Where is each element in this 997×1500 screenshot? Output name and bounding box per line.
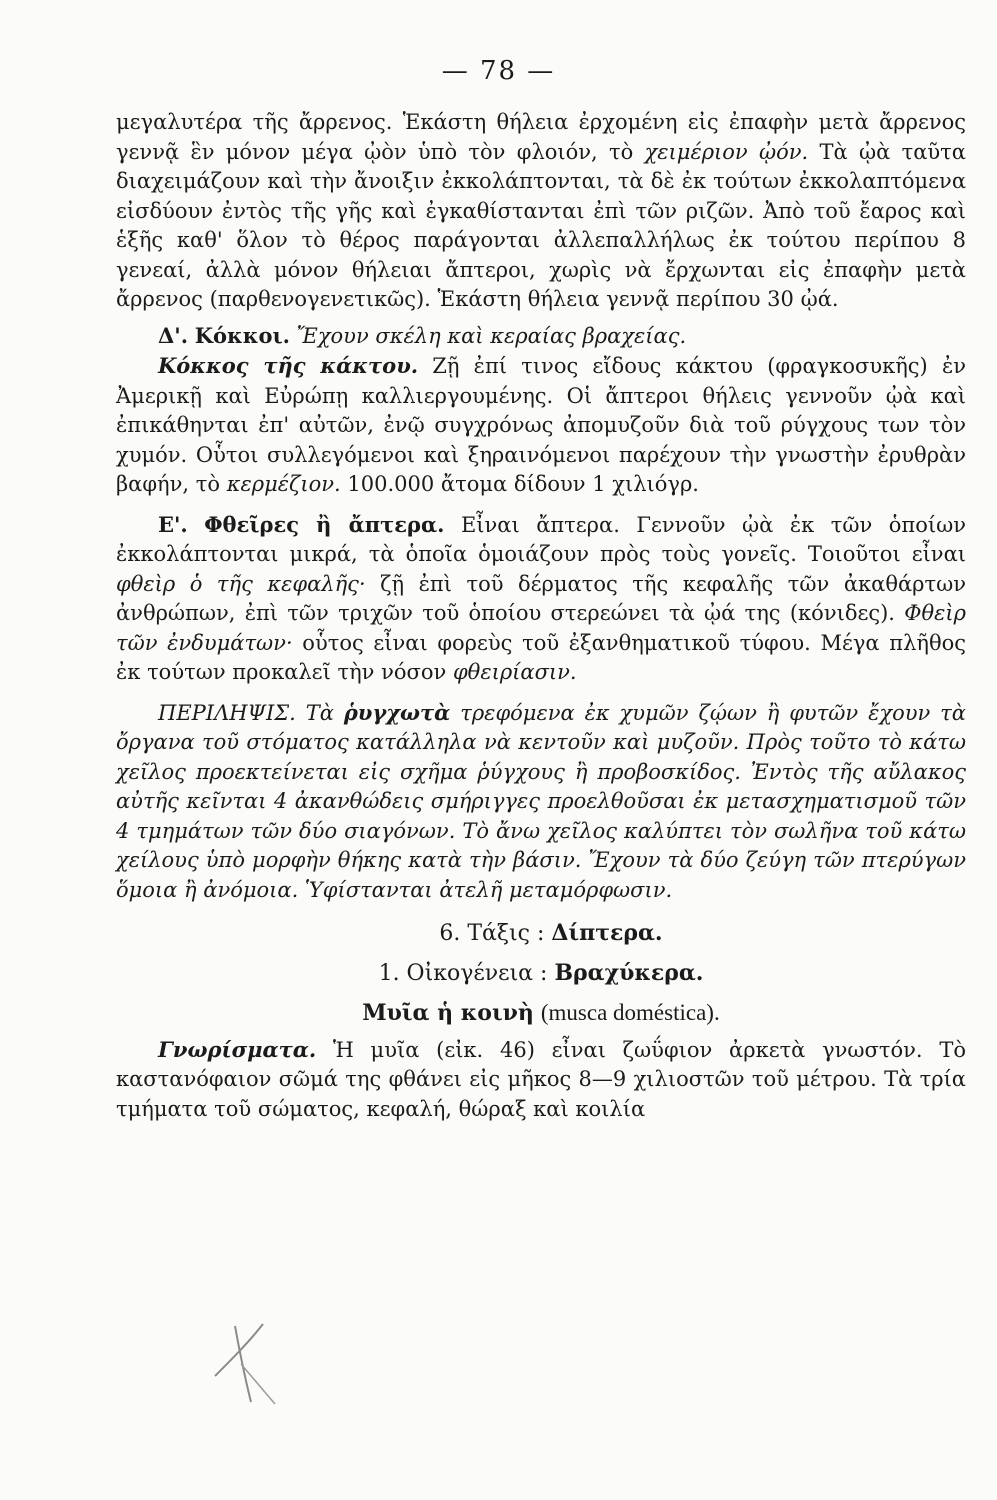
section-e-number: Ε'.	[158, 511, 188, 537]
section-d-number: Δ'.	[158, 322, 189, 348]
species-heading	[116, 998, 966, 1029]
order-heading	[116, 919, 966, 949]
cochineal-term: κερμέζιον.	[226, 472, 341, 496]
cochineal-name: Κόκκος τῆς κάκτου.	[158, 353, 419, 378]
section-d-text: Ἔχουν σκέλη καὶ κεραίας βραχείας.	[296, 323, 687, 348]
family-name: Βραχύκερα.	[554, 959, 704, 986]
species-latin: (musca doméstica).	[540, 1000, 720, 1025]
summary-text-2: τρεφόμενα ἐκ χυμῶν ζῴων ἢ φυτῶν ἔχουν τὰ ὄργανα τοῦ στόματος κατάλληλα νὰ κεντοῦν καὶ μυζοῦν. Πρὸς τοῦτο τὸ κάτω χεῖλος προεκτείνεται εἰς σχῆμα ῥύγχους ἢ προβοσκίδος. Ἐντὸς τῆς αὔλακος αὐτῆς κεῖνται 4 ἀκανθώδεις σμήριγγες προελθοῦσαι ἐκ μετασχηματισμοῦ τῶν 4 τμημάτων τῶν δύο σιαγόνων. Τὸ ἄνω χεῖλος καλύπτει τὸν σωλῆνα τοῦ κάτω χείλους ὑπὸ μορφὴν θήκης κατὰ τὴν βάσιν. Ἔχουν τὰ δύο ζεύγη τῶν πτερύγων ὅμοια ἢ ἀνόμοια. Ὑφίστανται ἀτελῆ μεταμόρφωσιν.	[116, 700, 966, 902]
order-prefix: 6. Τάξις :	[439, 921, 545, 946]
section-e-term-2: Φθεὶρ τῶν ἐνδυμάτων·	[116, 601, 966, 655]
intro-rest: Τὰ ᾠὰ ταῦτα διαχειμάζουν καὶ τὴν ἄνοιξιν ἐκκολάπτονται, τὰ δὲ ἐκ τούτων ἐκκολαπτόμενα εἰσδύουν ἐντὸς τῆς γῆς καὶ ἐγκαθίστανται ἐπὶ τῶν ριζῶν. Ἀπὸ τοῦ ἔαρος καὶ ἑξῆς καθ' ὅλον τὸ θέρος παράγονται ἀλλεπαλλήλως ἐκ τούτου περίπου 8 γενεαί, ἀλλὰ μόνον θήλειαι ἄπτεροι, χωρὶς νὰ ἔρχωνται εἰς ἐπαφὴν μετὰ ἄρρενος (παρθενογενετικῶς). Ἑκάστη θήλεια γεννᾷ περίπου 30 ᾠά.	[116, 139, 966, 311]
cochineal-text: Ζῇ ἐπί τινος εἴδους κάκτου (φραγκοσυκῆς) ἐν Ἀμερικῇ καὶ Εὐρώπῃ καλλιεργουμένης. Οἱ ἄπτεροι θήλεις γεννοῦν ᾠὰ καὶ ἐπικάθηνται ἐπ' αὐτῶν, ἐνῷ συγχρόνως ἀπομυζοῦν διὰ τοῦ ρύγχους των τὸν χυμόν. Οὗτοι συλλεγόμενοι καὶ ξηραινόμενοι παρέχουν τὴν γνωστὴν ἐρυθρὰν βαφήν, τὸ	[116, 354, 966, 496]
intro-text: μεγαλυτέρα τῆς ἄρρενος. Ἑκάστη θήλεια ἐρχομένη εἰς ἐπαφὴν μετὰ ἄρρενος γεννᾷ ἓν μόνον μέγα ᾠὸν ὑπὸ τὸν φλοιόν, τὸ	[116, 110, 966, 164]
family-prefix: 1. Οἰκογένεια :	[378, 960, 548, 986]
section-e-term-3: φθειρίασιν.	[452, 660, 577, 684]
summary-paragraph	[116, 698, 966, 906]
family-heading	[116, 959, 966, 989]
summary-text-1: Τὰ	[305, 700, 334, 725]
section-e-text-3: οὗτος εἶναι φορεὺς τοῦ ἐξανθηματικοῦ τύφου. Μέγα πλῆθος ἐκ τούτων προκαλεῖ τὴν νόσον	[116, 630, 967, 684]
summary-key-term: ῥυγχωτὰ	[343, 699, 451, 725]
intro-term: χειμέριον ᾠόν.	[644, 139, 809, 164]
section-e-term-1: φθεὶρ ὁ τῆς κεφαλῆς·	[116, 571, 366, 596]
page-body	[116, 108, 966, 1124]
section-e-text-2: ζῇ ἐπὶ τοῦ δέρματος τῆς κεφαλῆς τῶν ἀκαθάρτων ἀνθρώπων, ἐπὶ τῶν τριχῶν τοῦ ὁποίου στερεώνει τὰ ᾠά της (κόνιδες).	[116, 571, 966, 625]
features-text: Ἡ μυῖα (εἰκ. 46) εἶναι ζωΰφιον ἀρκετὰ γνωστόν. Τὸ καστανόφαιον σῶμά της φθάνει εἰς μῆκος 8—9 χιλιοστῶν τοῦ μέτρου. Τὰ τρία τμήματα τοῦ σώματος, κεφαλή, θώραξ καὶ κοιλία	[116, 1037, 966, 1121]
summary-label: ΠΕΡΙΛΗΨΙΣ.	[158, 700, 296, 725]
pencil-mark-icon	[205, 1318, 285, 1408]
species-name: Μυῖα ἡ κοινὴ	[362, 1000, 534, 1026]
section-e-paragraph	[116, 510, 966, 688]
features-paragraph	[116, 1035, 966, 1125]
section-e-title: Φθεῖρες ἢ ἄπτερα.	[204, 511, 445, 537]
page-number: — 78 —	[441, 56, 556, 86]
paragraph-intro	[116, 108, 966, 315]
cochineal-tail: 100.000 ἄτομα δίδουν 1 χιλιόγρ.	[347, 472, 699, 496]
section-d-paragraph	[116, 321, 966, 352]
order-name: Δίπτερα.	[551, 920, 663, 946]
section-e-text-1: Εἶναι ἄπτερα. Γεννοῦν ᾠὰ ἐκ τῶν ὁποίων ἐκκολάπτονται μικρά, τὰ ὁποῖα ὁμοιάζουν πρὸς τοὺς γονεῖς. Τοιοῦτοι εἶναι	[116, 512, 966, 566]
section-d-title: Κόκκοι.	[194, 322, 290, 348]
cochineal-paragraph	[116, 351, 966, 500]
features-label: Γνωρίσματα.	[158, 1036, 317, 1062]
